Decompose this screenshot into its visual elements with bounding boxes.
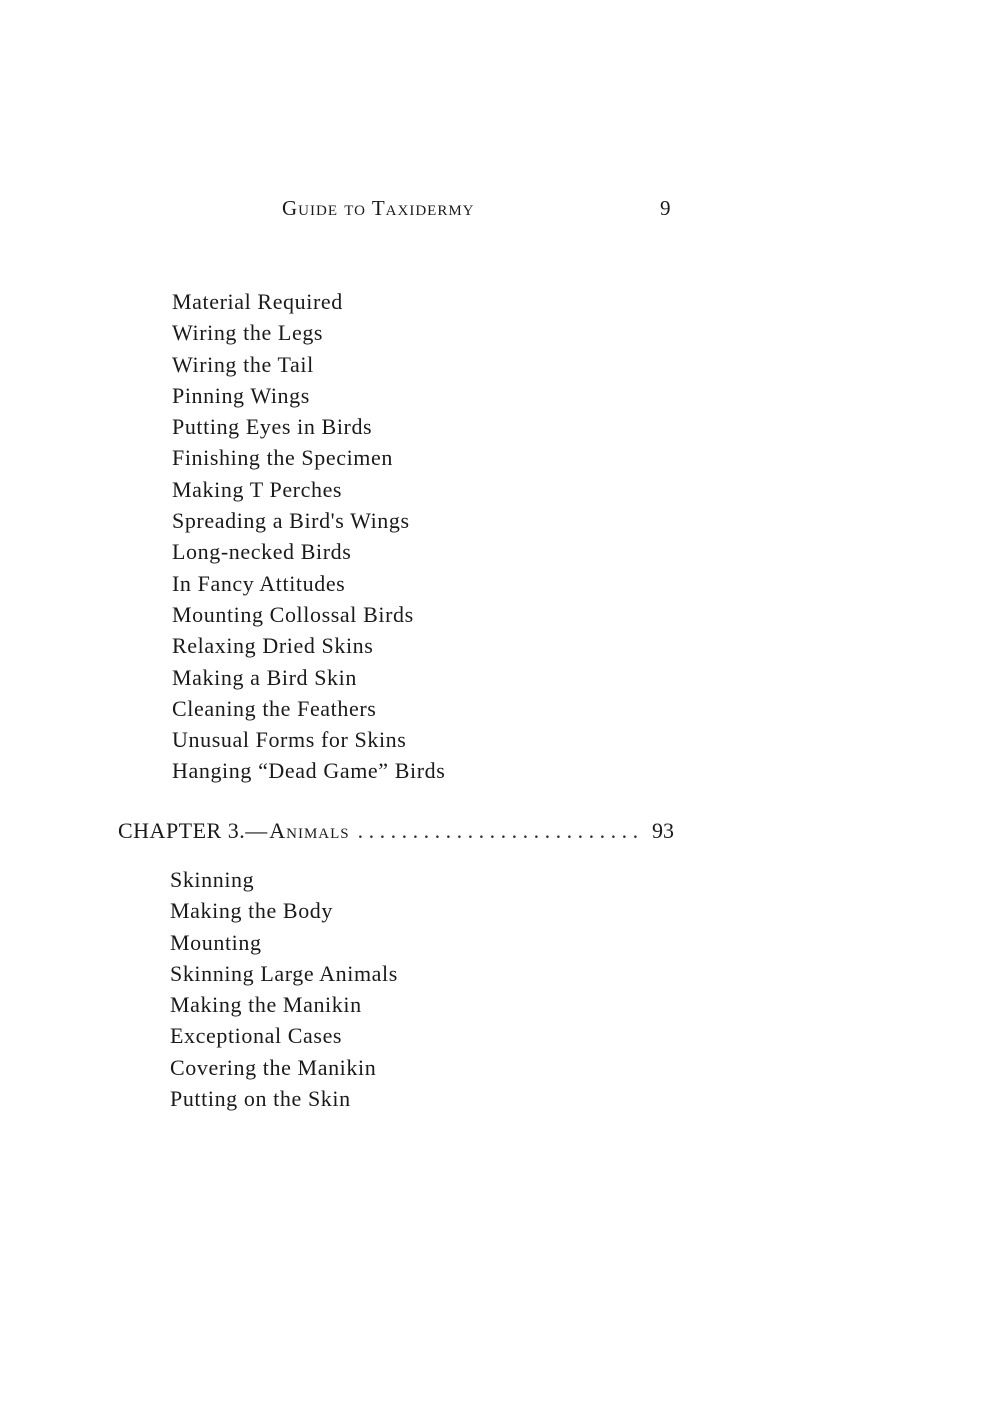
contents-item: Unusual Forms for Skins	[172, 727, 407, 753]
contents-item: Making T Perches	[172, 476, 343, 502]
contents-item: Spreading a Bird's Wings	[172, 508, 410, 534]
contents-item: Putting on the Skin	[170, 1086, 351, 1112]
chapter-page-number: 93	[652, 818, 674, 843]
contents-item: Covering the Manikin	[170, 1054, 377, 1080]
contents-item: Cleaning the Feathers	[172, 695, 377, 721]
contents-item: Relaxing Dried Skins	[172, 633, 374, 659]
contents-item: Making a Bird Skin	[172, 664, 357, 690]
contents-item: Pinning Wings	[172, 382, 310, 408]
contents-item: Material Required	[172, 289, 343, 314]
page-number: 9	[660, 196, 671, 220]
contents-item: Long-necked Birds	[172, 539, 352, 565]
contents-item: Making the Body	[170, 898, 333, 924]
chapter-separator: —	[245, 818, 268, 843]
contents-item: Skinning	[170, 867, 255, 892]
running-title: Guide to Taxidermy	[282, 196, 475, 220]
contents-item: Wiring the Legs	[172, 320, 324, 346]
chapter-label: CHAPTER 3.	[118, 818, 246, 843]
contents-list-animals	[170, 864, 398, 1114]
contents-item: Mounting Collossal Birds	[172, 601, 414, 627]
contents-item: Mounting	[170, 929, 262, 955]
dot-leader	[358, 818, 644, 844]
contents-item: In Fancy Attitudes	[172, 570, 346, 596]
contents-list-birds	[172, 286, 445, 787]
contents-item: Hanging “Dead Game” Birds	[172, 758, 446, 784]
contents-item: Putting Eyes in Birds	[172, 414, 373, 440]
contents-item: Wiring the Tail	[172, 351, 314, 377]
contents-item: Making the Manikin	[170, 992, 362, 1018]
contents-item: Exceptional Cases	[170, 1023, 343, 1049]
contents-item: Skinning Large Animals	[170, 960, 398, 986]
chapter-heading	[118, 818, 674, 844]
chapter-title: Animals	[269, 818, 350, 843]
contents-item: Finishing the Specimen	[172, 445, 393, 471]
